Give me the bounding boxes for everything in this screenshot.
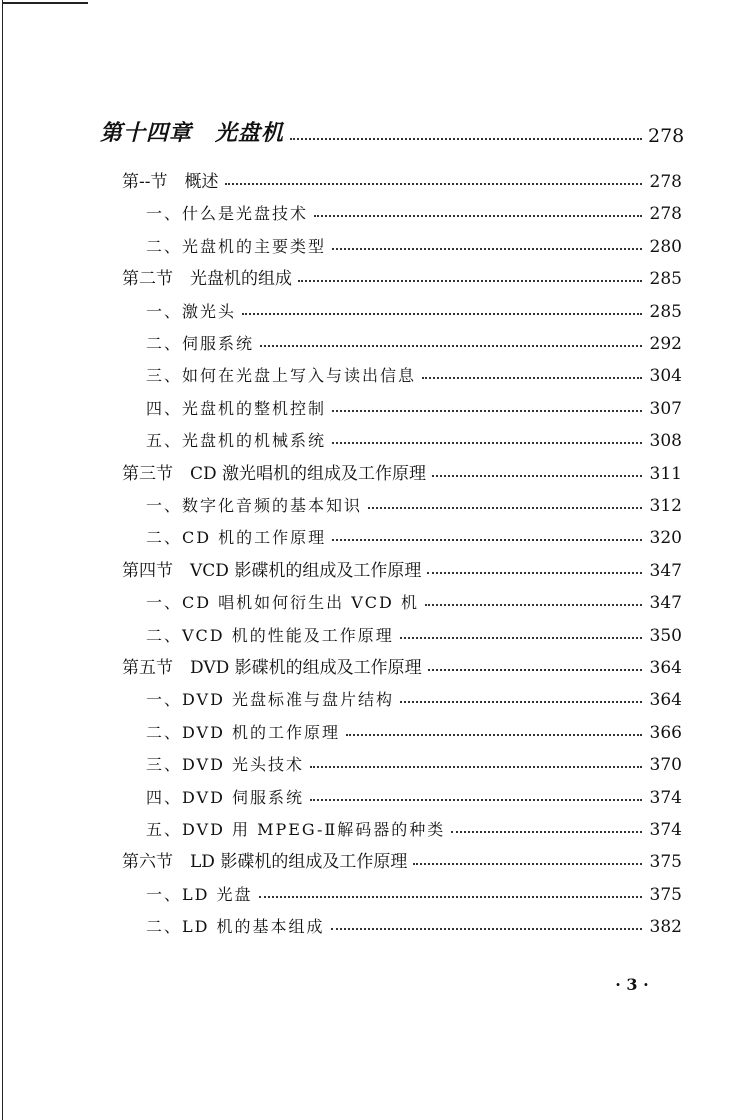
- toc-section-row: [122, 162, 682, 192]
- entry-page: 280: [649, 237, 682, 257]
- toc-subsection-row: [146, 778, 682, 808]
- entry-title: 第三节 CD 激光唱机的组成及工作原理: [122, 464, 427, 484]
- toc-chapter-row: [100, 113, 685, 147]
- entry-page: 347: [649, 561, 682, 581]
- toc-subsection-row: [146, 810, 682, 840]
- entry-title: 二、DVD 机的工作原理: [146, 723, 341, 742]
- entry-title: 一、LD 光盘: [146, 885, 253, 904]
- dot-leader: [332, 539, 642, 541]
- entry-page: 292: [649, 334, 682, 354]
- dot-leader: [451, 831, 642, 833]
- toc-section-row: [122, 454, 682, 484]
- toc-subsection-row: [146, 486, 682, 516]
- dot-leader: [242, 313, 642, 315]
- dot-leader: [314, 215, 642, 217]
- dot-leader: [427, 572, 642, 574]
- entry-page: 364: [649, 658, 682, 678]
- toc-subsection-row: [146, 227, 682, 257]
- entry-page: 285: [649, 269, 682, 289]
- entry-title: 一、数字化音频的基本知识: [146, 496, 363, 515]
- entry-page: 366: [649, 723, 682, 743]
- dot-leader: [310, 799, 642, 801]
- entry-title: 二、LD 机的基本组成: [146, 917, 325, 936]
- entry-title: 一、DVD 光盘标准与盘片结构: [146, 690, 395, 709]
- chapter-page: 278: [648, 125, 685, 147]
- toc-subsection-row: [146, 713, 682, 743]
- entry-page: 308: [649, 431, 682, 451]
- dot-leader: [432, 475, 642, 477]
- entry-page: 370: [649, 755, 682, 775]
- toc-subsection-row: [146, 875, 682, 905]
- entry-title: 二、伺服系统: [146, 334, 255, 353]
- entry-page: 307: [649, 399, 682, 419]
- dot-leader: [290, 138, 642, 140]
- toc-section-row: [122, 648, 682, 678]
- dot-leader: [332, 410, 642, 412]
- toc-subsection-row: [146, 292, 682, 322]
- dot-leader: [400, 637, 642, 639]
- entry-page: 374: [649, 820, 682, 840]
- entry-title: 二、VCD 机的性能及工作原理: [146, 626, 394, 645]
- entry-title: 第二节 光盘机的组成: [122, 269, 292, 289]
- entry-page: 347: [649, 593, 682, 613]
- dot-leader: [225, 183, 643, 185]
- dot-leader: [368, 507, 642, 509]
- toc-subsection-row: [146, 389, 682, 419]
- toc-subsection-row: [146, 616, 682, 646]
- entry-title: 一、激光头: [146, 302, 237, 321]
- dot-leader: [422, 377, 642, 379]
- entry-title: 一、CD 唱机如何衍生出 VCD 机: [146, 593, 419, 612]
- entry-title: 一、什么是光盘技术: [146, 204, 309, 223]
- toc-subsection-row: [146, 907, 682, 937]
- entry-page: 364: [649, 690, 682, 710]
- entry-title: 五、光盘机的机械系统: [146, 431, 327, 450]
- dot-leader: [310, 766, 642, 768]
- toc-subsection-row: [146, 194, 682, 224]
- entry-title: 第六节 LD 影碟机的组成及工作原理: [122, 852, 408, 872]
- entry-page: 312: [649, 496, 682, 516]
- entry-page: 375: [649, 852, 682, 872]
- page-number: · 3 ·: [615, 975, 649, 994]
- dot-leader: [346, 734, 642, 736]
- entry-title: 四、DVD 伺服系统: [146, 788, 305, 807]
- toc-subsection-row: [146, 356, 682, 386]
- entry-title: 四、光盘机的整机控制: [146, 399, 327, 418]
- entry-title: 五、DVD 用 MPEG-Ⅱ解码器的种类: [146, 820, 446, 839]
- toc-section-row: [122, 259, 682, 289]
- dot-leader: [428, 669, 642, 671]
- entry-title: 二、CD 机的工作原理: [146, 528, 327, 547]
- entry-page: 350: [649, 626, 682, 646]
- toc-section-row: [122, 551, 682, 581]
- toc-subsection-row: [146, 518, 682, 548]
- entry-title: 第--节 概述: [122, 172, 219, 192]
- entry-title: 第四节 VCD 影碟机的组成及工作原理: [122, 561, 422, 581]
- entry-page: 375: [649, 885, 682, 905]
- dot-leader: [259, 896, 642, 898]
- entry-page: 278: [649, 172, 682, 192]
- dot-leader: [331, 928, 642, 930]
- entry-title: 三、DVD 光头技术: [146, 755, 305, 774]
- dot-leader: [332, 248, 642, 250]
- toc-subsection-row: [146, 680, 682, 710]
- entry-page: 304: [649, 366, 682, 386]
- toc-subsection-row: [146, 324, 682, 354]
- toc-section-row: [122, 842, 682, 872]
- entry-page: 311: [649, 464, 682, 484]
- toc-subsection-row: [146, 421, 682, 451]
- dot-leader: [425, 604, 642, 606]
- dot-leader: [298, 280, 642, 282]
- dot-leader: [413, 863, 642, 865]
- entry-title: 二、光盘机的主要类型: [146, 237, 327, 256]
- entry-title: 第五节 DVD 影碟机的组成及工作原理: [122, 658, 422, 678]
- entry-page: 278: [649, 204, 682, 224]
- entry-page: 382: [649, 917, 682, 937]
- entry-title: 三、如何在光盘上写入与读出信息: [146, 366, 417, 385]
- toc-subsection-row: [146, 583, 682, 613]
- dot-leader: [332, 442, 642, 444]
- dot-leader: [400, 701, 642, 703]
- toc-subsection-row: [146, 745, 682, 775]
- entry-page: 320: [649, 528, 682, 548]
- chapter-title: 第十四章 光盘机: [100, 121, 285, 146]
- dot-leader: [260, 345, 642, 347]
- entry-page: 285: [649, 302, 682, 322]
- entry-page: 374: [649, 788, 682, 808]
